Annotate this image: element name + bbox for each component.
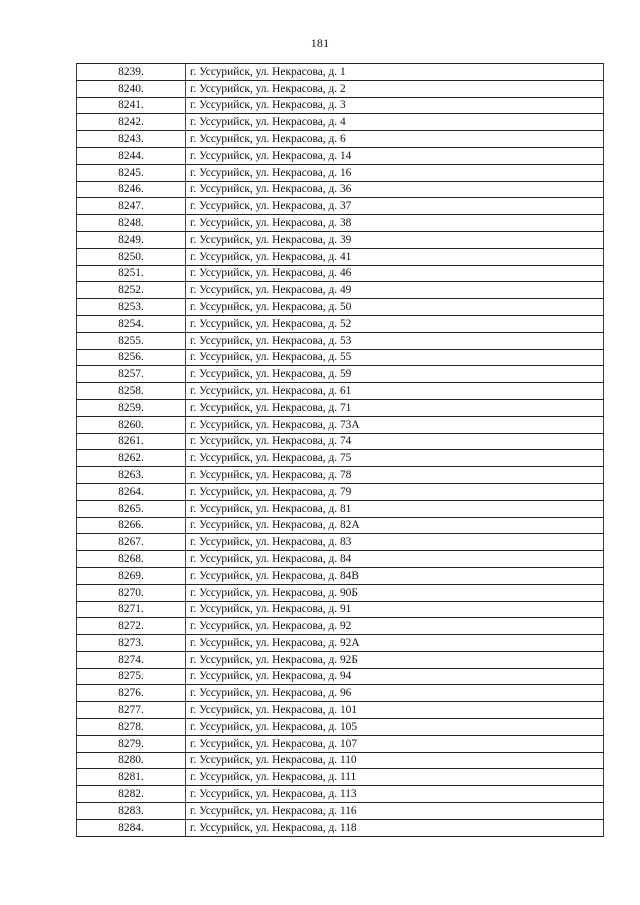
row-number: 8275. <box>77 668 186 685</box>
row-number: 8252. <box>77 282 186 299</box>
row-address: г. Уссурийск, ул. Некрасова, д. 81 <box>186 500 604 517</box>
page-number: 181 <box>310 36 330 50</box>
row-number: 8280. <box>77 752 186 769</box>
row-address: г. Уссурийск, ул. Некрасова, д. 107 <box>186 735 604 752</box>
row-number: 8263. <box>77 467 186 484</box>
row-number: 8239. <box>77 64 186 81</box>
row-number: 8277. <box>77 702 186 719</box>
row-address: г. Уссурийск, ул. Некрасова, д. 74 <box>186 433 604 450</box>
row-address: г. Уссурийск, ул. Некрасова, д. 2 <box>186 80 604 97</box>
row-address: г. Уссурийск, ул. Некрасова, д. 6 <box>186 131 604 148</box>
row-address: г. Уссурийск, ул. Некрасова, д. 1 <box>186 64 604 81</box>
row-address: г. Уссурийск, ул. Некрасова, д. 116 <box>186 803 604 820</box>
table-row <box>77 299 604 316</box>
row-number: 8270. <box>77 584 186 601</box>
row-number: 8262. <box>77 450 186 467</box>
row-number: 8266. <box>77 517 186 534</box>
table-row <box>77 231 604 248</box>
row-number: 8273. <box>77 635 186 652</box>
row-number: 8240. <box>77 80 186 97</box>
row-address: г. Уссурийск, ул. Некрасова, д. 78 <box>186 467 604 484</box>
table-row <box>77 735 604 752</box>
table-row <box>77 64 604 81</box>
row-address: г. Уссурийск, ул. Некрасова, д. 37 <box>186 198 604 215</box>
table-row <box>77 80 604 97</box>
table-row <box>77 651 604 668</box>
row-address: г. Уссурийск, ул. Некрасова, д. 92Б <box>186 651 604 668</box>
row-number: 8251. <box>77 265 186 282</box>
row-address: г. Уссурийск, ул. Некрасова, д. 105 <box>186 719 604 736</box>
row-address: г. Уссурийск, ул. Некрасова, д. 16 <box>186 164 604 181</box>
row-number: 8243. <box>77 131 186 148</box>
row-number: 8244. <box>77 147 186 164</box>
row-number: 8249. <box>77 231 186 248</box>
row-address: г. Уссурийск, ул. Некрасова, д. 84 <box>186 551 604 568</box>
table-row <box>77 147 604 164</box>
row-number: 8245. <box>77 164 186 181</box>
table-row <box>77 500 604 517</box>
row-number: 8282. <box>77 786 186 803</box>
row-address: г. Уссурийск, ул. Некрасова, д. 96 <box>186 685 604 702</box>
row-number: 8255. <box>77 332 186 349</box>
row-number: 8260. <box>77 416 186 433</box>
row-address: г. Уссурийск, ул. Некрасова, д. 83 <box>186 534 604 551</box>
row-address: г. Уссурийск, ул. Некрасова, д. 46 <box>186 265 604 282</box>
table-row <box>77 416 604 433</box>
row-address: г. Уссурийск, ул. Некрасова, д. 111 <box>186 769 604 786</box>
row-address: г. Уссурийск, ул. Некрасова, д. 55 <box>186 349 604 366</box>
row-number: 8276. <box>77 685 186 702</box>
row-address: г. Уссурийск, ул. Некрасова, д. 36 <box>186 181 604 198</box>
row-number: 8250. <box>77 248 186 265</box>
row-address: г. Уссурийск, ул. Некрасова, д. 79 <box>186 483 604 500</box>
row-number: 8248. <box>77 215 186 232</box>
table-row <box>77 164 604 181</box>
table-row <box>77 433 604 450</box>
table-row <box>77 719 604 736</box>
row-address: г. Уссурийск, ул. Некрасова, д. 59 <box>186 366 604 383</box>
row-address: г. Уссурийск, ул. Некрасова, д. 41 <box>186 248 604 265</box>
row-number: 8269. <box>77 567 186 584</box>
table-row <box>77 702 604 719</box>
row-number: 8267. <box>77 534 186 551</box>
table-row <box>77 248 604 265</box>
row-address: г. Уссурийск, ул. Некрасова, д. 118 <box>186 819 604 836</box>
row-address: г. Уссурийск, ул. Некрасова, д. 84В <box>186 567 604 584</box>
table-row <box>77 315 604 332</box>
table-row <box>77 467 604 484</box>
row-address: г. Уссурийск, ул. Некрасова, д. 110 <box>186 752 604 769</box>
row-number: 8241. <box>77 97 186 114</box>
table-row <box>77 366 604 383</box>
table-row <box>77 584 604 601</box>
row-address: г. Уссурийск, ул. Некрасова, д. 14 <box>186 147 604 164</box>
row-number: 8247. <box>77 198 186 215</box>
row-number: 8283. <box>77 803 186 820</box>
row-address: г. Уссурийск, ул. Некрасова, д. 49 <box>186 282 604 299</box>
row-number: 8253. <box>77 299 186 316</box>
table-row <box>77 534 604 551</box>
address-table <box>76 63 604 837</box>
table-row <box>77 198 604 215</box>
table-row <box>77 383 604 400</box>
row-address: г. Уссурийск, ул. Некрасова, д. 52 <box>186 315 604 332</box>
row-number: 8271. <box>77 601 186 618</box>
row-address: г. Уссурийск, ул. Некрасова, д. 101 <box>186 702 604 719</box>
row-address: г. Уссурийск, ул. Некрасова, д. 73А <box>186 416 604 433</box>
row-number: 8246. <box>77 181 186 198</box>
table-row <box>77 769 604 786</box>
row-number: 8284. <box>77 819 186 836</box>
table-row <box>77 601 604 618</box>
table-row <box>77 635 604 652</box>
table-row <box>77 181 604 198</box>
row-address: г. Уссурийск, ул. Некрасова, д. 91 <box>186 601 604 618</box>
table-row <box>77 567 604 584</box>
row-address: г. Уссурийск, ул. Некрасова, д. 50 <box>186 299 604 316</box>
table-row <box>77 282 604 299</box>
table-row <box>77 97 604 114</box>
row-address: г. Уссурийск, ул. Некрасова, д. 3 <box>186 97 604 114</box>
row-address: г. Уссурийск, ул. Некрасова, д. 61 <box>186 383 604 400</box>
row-address: г. Уссурийск, ул. Некрасова, д. 39 <box>186 231 604 248</box>
row-address: г. Уссурийск, ул. Некрасова, д. 53 <box>186 332 604 349</box>
row-address: г. Уссурийск, ул. Некрасова, д. 75 <box>186 450 604 467</box>
row-number: 8259. <box>77 399 186 416</box>
row-address: г. Уссурийск, ул. Некрасова, д. 4 <box>186 114 604 131</box>
row-address: г. Уссурийск, ул. Некрасова, д. 92А <box>186 635 604 652</box>
row-number: 8257. <box>77 366 186 383</box>
row-address: г. Уссурийск, ул. Некрасова, д. 90Б <box>186 584 604 601</box>
table-row <box>77 685 604 702</box>
row-number: 8268. <box>77 551 186 568</box>
table-row <box>77 786 604 803</box>
row-number: 8278. <box>77 719 186 736</box>
row-number: 8258. <box>77 383 186 400</box>
row-number: 8256. <box>77 349 186 366</box>
row-number: 8265. <box>77 500 186 517</box>
row-address: г. Уссурийск, ул. Некрасова, д. 92 <box>186 618 604 635</box>
table-row <box>77 483 604 500</box>
table-row <box>77 450 604 467</box>
row-number: 8272. <box>77 618 186 635</box>
row-number: 8254. <box>77 315 186 332</box>
table-row <box>77 803 604 820</box>
table-row <box>77 349 604 366</box>
table-row <box>77 332 604 349</box>
table-row <box>77 819 604 836</box>
row-number: 8274. <box>77 651 186 668</box>
table-row <box>77 668 604 685</box>
row-address: г. Уссурийск, ул. Некрасова, д. 38 <box>186 215 604 232</box>
table-row <box>77 752 604 769</box>
row-address: г. Уссурийск, ул. Некрасова, д. 94 <box>186 668 604 685</box>
table-row <box>77 215 604 232</box>
row-address: г. Уссурийск, ул. Некрасова, д. 71 <box>186 399 604 416</box>
table-row <box>77 517 604 534</box>
table-row <box>77 551 604 568</box>
row-address: г. Уссурийск, ул. Некрасова, д. 82А <box>186 517 604 534</box>
table-row <box>77 265 604 282</box>
table-row <box>77 131 604 148</box>
row-number: 8264. <box>77 483 186 500</box>
row-number: 8281. <box>77 769 186 786</box>
table-body <box>77 64 604 837</box>
table-row <box>77 618 604 635</box>
row-number: 8242. <box>77 114 186 131</box>
row-number: 8279. <box>77 735 186 752</box>
table-row <box>77 114 604 131</box>
row-address: г. Уссурийск, ул. Некрасова, д. 113 <box>186 786 604 803</box>
table-row <box>77 399 604 416</box>
row-number: 8261. <box>77 433 186 450</box>
